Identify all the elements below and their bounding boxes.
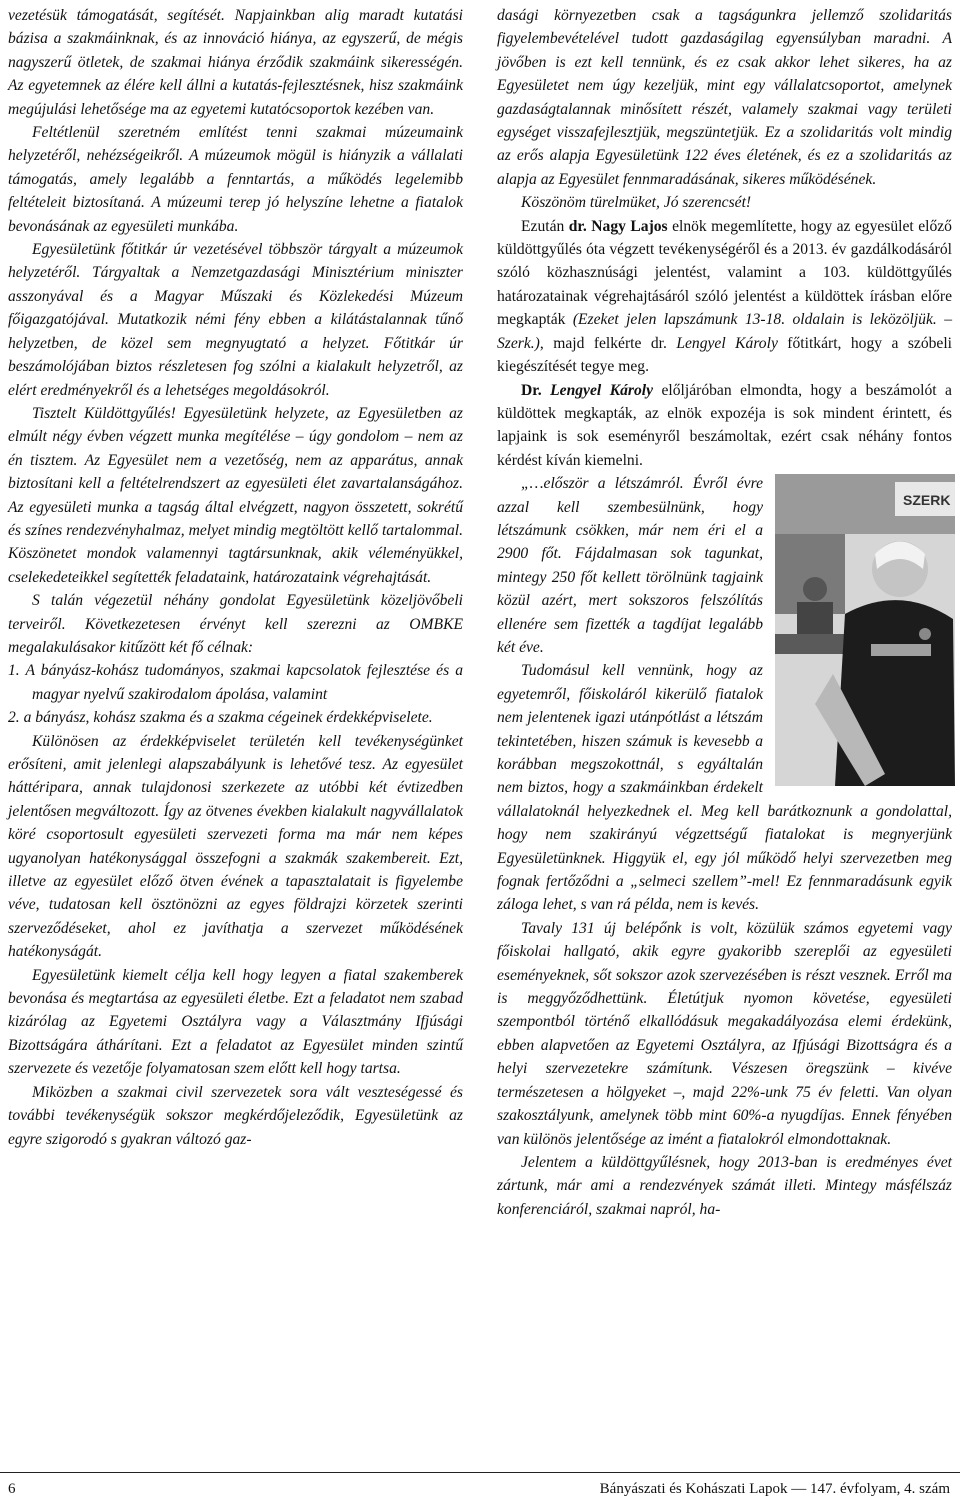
left-paragraph-8: Különösen az érdekképviselet területén kell tevékenységünket erősíteni, amit jelenlegi alapszabályunk is lehetővé tesz. Az egyesület háttéripara, annak tulajdonosi szerkezete az utóbbi két évtizedben jelentősen megváltozott. Így az ötvenes években kialakult nagyvállalatok köré csoportosult egyesületi szervezeti forma ma már nem képes ugyanolyan hatékonysággal összefogni a szakmák szakembereit. Ezt, illetve az egyesület előző ötven évének a tapasztalatait is figyelembe véve, tudatosan kell ösztönözni az egyes földrajzi körzetek szerinti szerveződéseket, ahol ez javíthatja a szervezet működésének hatékonyságát.	[8, 732, 463, 961]
photo-image	[775, 474, 955, 786]
right-paragraph-6: Tudomásul kell vennünk, hogy az egyetemről, főiskoláról kikerülő fiatalok nem jelentenek igazi utánpótlást a létszám tekintetében, hiszen számuk is kevesebb a korábban megszokottnál, s egyáltalán nem biztos, hogy a szakmáinkban érdekelt vállalatoknál helyezkednek el. Meg kell barátkoznunk a gondolattal, hogy nem szakirányú végzettségű fiatalokat is megnyerjünk Egyesületünknek. Higgyük el, egy jól működő helyi szervezetben meg fognak fertőződni a „selmeci szellem”-mel! Ez fennmaradásunk egyik záloga lehet, s van rá példa, nem is kevés.	[497, 662, 952, 914]
left-paragraph-1: vezetésük támogatását, segítését. Napjainkban alig maradt kutatási bázisa a szakmáinknak, és az innováció hiánya, az egyszerű, de mégis nagyszerű ötletek, de szakmai hiánya érződik szakmáink sikerességén. Az egyetemnek az élére kell állni a kutatás-fejlesztésnek, hisz szakmáink megújulási lehetősége ma az egyetemi kutatócsoportok kezében van.	[8, 7, 463, 118]
right-paragraph-5: „…először a létszámról. Évről évre azzal kell szembesülnünk, hogy létszámunk csökken, már nem éri el a 2900 főt. Fájdalmasan sok tagunkat, mintegy 250 főt kellett törölnünk tagjaink közül azért, mert sokszoros felszólítás ellenére sem fizették a tagdíjat legalább két éve.	[497, 475, 763, 656]
left-paragraph-3: Egyesületünk főtitkár úr vezetésével többször tárgyalt a múzeumok helyzetéről. Tárgyaltak a Nemzetgazdasági Minisztérium miniszter asszonyával és a Magyar Műszaki és Közlekedési Múzeum főigazgatójával. Mutatkozik némi fény ebben a kilátástalannak tűnő helyzetben, de közel sem megnyugtató a helyzet. Főtitkár úr beszámolójában biztos részletesen fog szólni a kialakult helyzetről, az elért eredményekről és a lehetséges megoldásokról.	[8, 241, 463, 399]
right-paragraph-8: Jelentem a küldöttgyűlésnek, hogy 2013-ban is eredményes évet zártunk, már ami a rendezvények számát illeti. Mintegy másfélszáz konferenciáról, szakmai napról, ha-	[497, 1153, 952, 1218]
left-paragraph-2: Feltétlenül szeretném említést tenni szakmai múzeumaink helyzetéről, nehézségeikről. A múzeumok mögül is hiányzik a vállalati támogatás, amely legalább a fenntartás, a működés legelemibb feltételeit biztosítaná. A múzeumi terep jó helyszíne lehetne a fiatalok bevonásának az egyesületi munkába.	[8, 124, 463, 235]
page-number: 6	[8, 1481, 16, 1497]
right-paragraph-3: Ezután dr. Nagy Lajos elnök megemlítette, hogy az egyesület előző küldöttgyűlés óta végzett tevékenységéről és a 2013. év gazdálkodásáról szóló közhasznúsági jelentést, valamint a 103. küldöttgyűlés határozatainak végrehajtásáról szóló jelentést a küldöttek írásban előre megkapták (Ezeket jelen lapszámunk 13-18. oldalain is leközöljük. – Szerk.), majd felkérte dr. Lengyel Károly főtitkárt, hogy a szóbeli kiegészítését tegye meg.	[497, 217, 953, 376]
right-column	[497, 4, 952, 1221]
left-column	[8, 4, 463, 1151]
photo-speaker	[775, 474, 955, 786]
left-paragraph-10: Miközben a szakmai civil szervezetek sora vált veszteségessé és további tevékenységük sokszor megkérdőjeleződik, Egyesületünk az egyre szigorodó s gyakran változó gaz-	[8, 1083, 463, 1148]
left-paragraph-9: Egyesületünk kiemelt célja kell hogy legyen a fiatal szakemberek bevonása és megtartása az egyesületi életbe. Ezt a feladatot nem szabad kizárólag az Egyetemi Osztályra vagy a Választmány Ifjúsági Bizottságára áthárítani. Ezt a feladatot az Egyesület minden szintű szervezete és vezetője folyamatosan szem előtt kell hogy tartsa.	[8, 966, 463, 1078]
page-footer	[0, 1472, 960, 1499]
left-paragraph-7: 2. a bányász, kohász szakma és a szakma cégeinek érdekképviselete.	[8, 709, 433, 727]
left-paragraph-4: Tisztelt Küldöttgyűlés! Egyesületünk helyzete, az Egyesületben az elmúlt négy évben végzett munka megítélése – úgy gondolom – nem az én tisztem. Az Egyesület nem a vezetőség, nem az apparátus, annak biztosítani kell a feltételrendszert az egyesületi élet zavartalanságához. Az egyesületi munka a tagság által elvégzett, nagyon összetett, sokrétű és színes rendezvényhalmaz, melyet mindig megtöltött kellő tartalommal. Köszönetet mondok valamennyi tagtársunknak, akik véleményükkel, cselekedeteikkel segítették feladataink, határozataink végrehajtását.	[8, 404, 463, 586]
right-paragraph-1: dasági környezetben csak a tagságunkra jellemző szolidaritás figyelembevételével tudott gazdaságilag egyensúlyban maradni. A jövőben is ezt kell tennünk, és ez csak akkor lehet sikeres, ha az Egyesületet nem úgy kezeljük, mint egy vállalatcsoportot, amelynek gazdaságtalannak minősített részét, valamely szakmai vagy területi egységet visszafejlesztjük, megszüntetjük. Ez a szolidaritás volt mindig az erős alapja Egyesületünk 122 éves életének, és ez a szolidaritás az alapja az Egyesület fennmaradásának, sikeres működésének.	[497, 7, 952, 188]
left-paragraph-6: 1. A bányász-kohász tudományos, szakmai kapcsolatok fejlesztése és a magyar nyelvű szakirodalom ápolása, valamint	[8, 662, 463, 703]
left-paragraph-5: S talán végezetül néhány gondolat Egyesületünk közeljövőbeli terveiről. Következetesen érvényt kell szerezni az OMBKE megalakulásakor kitűzött két fő célnak:	[8, 592, 463, 656]
right-paragraph-7: Tavaly 131 új belépőnk is volt, közülük számos egyetemi vagy főiskolai hallgató, akik egyre gyakoribb szereplői az egyesületi eseményeknek, sőt sokszor azok szervezésében is részt vesznek. Erről ma is meggyőződhettünk. Életútjuk nyomon követése, egyesületi szempontból történő elkallódásuk megakadályozása elemi érdekünk, ebben alapvetően az Egyetemi Osztályra, az Ifjúsági Bizottságra és a helyi szervezetekre számítunk. Vészesen öregszünk – kivéve természetesen a hölgyeket –, majd 22%-unk 75 év feletti. Van olyan szakosztályunk, amelynek több mint 60%-a nyugdíjas. Ennek fényében van különös jelentősége az imént a fiatalokról elmondottaknak.	[497, 919, 952, 1148]
right-paragraph-2: Köszönöm türelmüket, Jó szerencsét!	[521, 194, 752, 212]
svg-text:SZERK: SZERK	[903, 492, 951, 509]
journal-name: Bányászati és Kohászati Lapok — 147. évfolyam, 4. szám	[599, 1481, 950, 1497]
right-paragraph-4: Dr. Lengyel Károly előljáróban elmondta, hogy a beszámolót a küldöttek megkapták, az elnök expozéja is sok mindent érintett, és lapjaink is sok eseményről beszámoltak, ezért csak néhány fontos kérdést kíván kiemelni.	[497, 381, 952, 469]
